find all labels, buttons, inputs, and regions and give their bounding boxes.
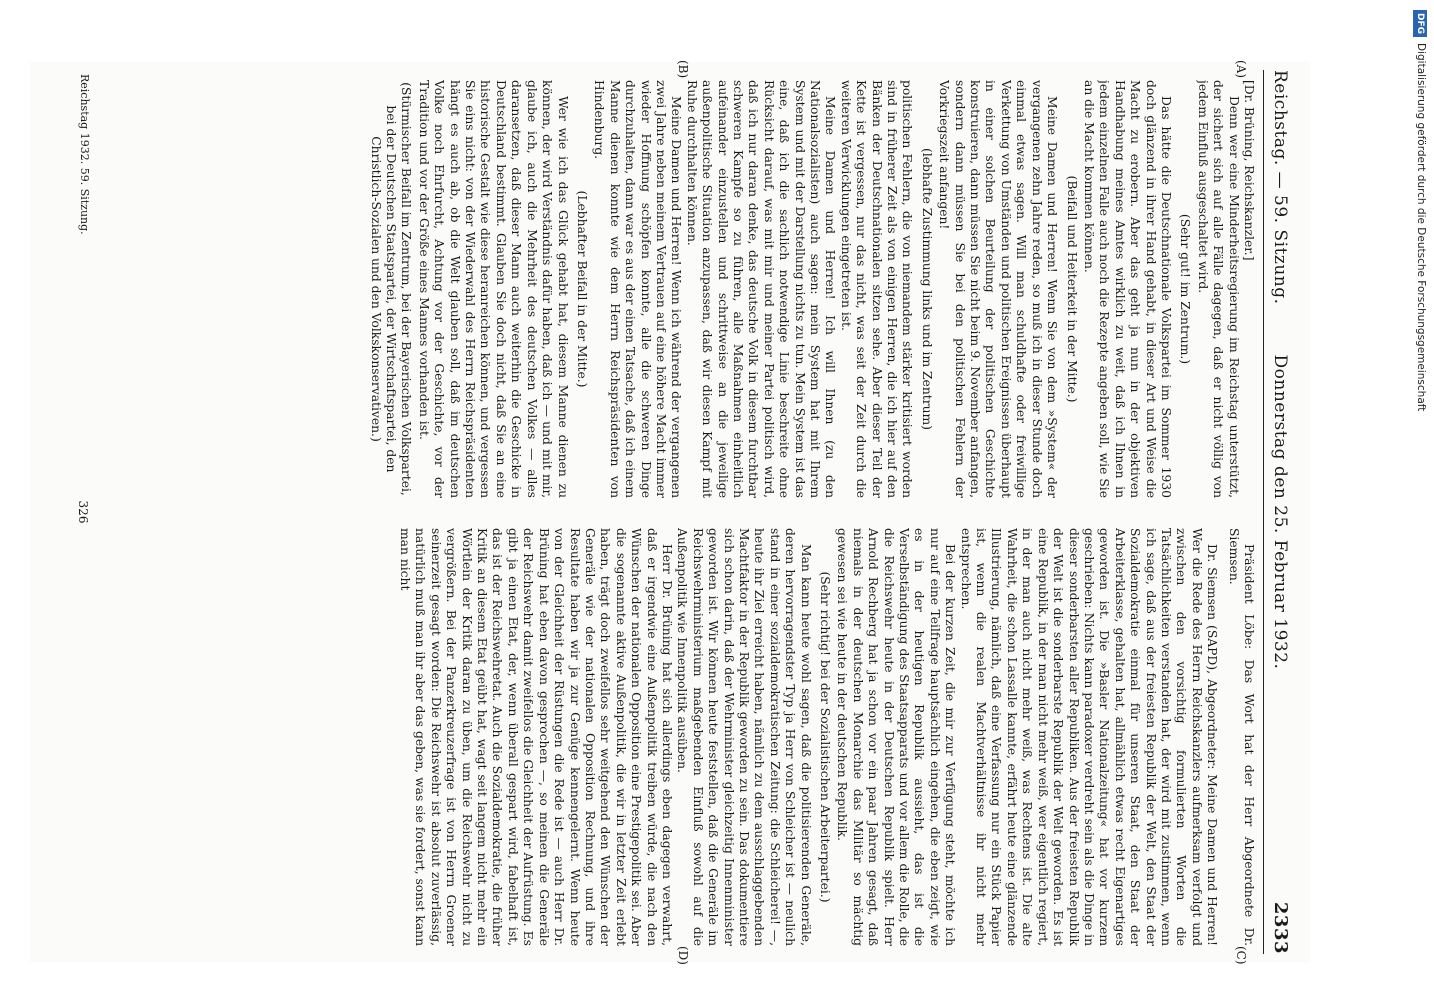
interjection: (Sehr richtig! bei der Sozialistischen Arbeiterpartei.) [818,571,833,903]
header-left: Reichstag. — 59. Sitzung. [1270,70,1290,305]
page-header [1263,70,1300,954]
interjection: (Lebhafter Beifall in der Mitte.) [574,190,589,388]
digitization-stamp [1408,10,1432,750]
paragraph: Dr. Siemsen (SAPD), Abgeordneter: Meine Damen und Herren! Wer die Rede des Herrn Reichskanzlers aufmerksam verfolgt und zwischen den vorsichtig formulierten Worten die Tatsächlichkeiten verstanden hat, der wird mit zustimmen, wenn ich sage, daß aus der freiesten Republik der Welt, den Staat der Sozialdemokratie einmal für unseren Staat, den Staat der Arbeiterklasse, gehalten hat, allmählich etwas recht Eigenartiges geworden ist. Die »Basler Nationalzeitung« hat vor kurzem geschrieben: Nichts kann paradoxer verdreht sein als die Dinge in dieser sonderbarsten aller Republiken. Aus der freiesten Republik der Welt ist die sonderbarste Republik der Welt geworden. Es ist eine Republik, in der man nicht mehr weiß, wer eigentlich regiert, in der man auch nicht mehr weiß, was Rechtens ist. Die alte Wahrheit, die schon Lassalle kannte, erfährt heute eine glänzende Illustrierung, nämlich, daß eine Verfassung nur ein Stück Papier ist, wenn die realen Machtverhältnisse ihr nicht mehr entsprechen. [958,528,1220,946]
right-column [100,528,1256,946]
page-number: 2333 [1270,901,1291,954]
dfg-logo-icon: DFG [1413,10,1427,37]
stamp-text-line [1410,10,1432,750]
speaker-announcement: Präsident Löbe: Das Wort hat der Herr Abgeordnete Dr. Siemsen. [1226,528,1256,946]
paragraph: Bei der kurzen Zeit, die mir zur Verfügung steht, möchte ich nur auf eine Teilfrage hauptsächlich eingehen, die eben zeigt, wie es in der heutigen Republik aussieht, das ist die Verselbständigung des Staatsapparats und vor allem die Rolle, die die Reichswehr heute in der Deutschen Republik spielt. Herr Arnold Rechberg hat ja schon vor ein paar Jahren gesagt, daß niemals in der deutschen Monarchie das Militär so mächtig gewesen sei wie heute in der deutschen Republik. [835,528,958,946]
marker-d: (D) [676,946,690,965]
document-page [30,60,1310,965]
marker-b: (B) [676,60,690,79]
left-column [100,80,1256,498]
paragraph: Wer wie ich das Glück gehabt hat, diesem Manne dienen zu können, der wird Verständnis dafür haben, daß ich — und mit mir, glaube ich, auch die Mehrheit des deutschen Volkes — alles daransetzen, daß dieser Mann auch weiterhin die Geschicke in Deutschland bestimmt. Glauben Sie doch nicht, daß Sie an eine historische Gestalt wie diese heranreichen können, und vergessen Sie eins nicht: von der Wiederwahl des Herrn Reichspräsidenten hängt es auch ab, ob die Welt glauben soll, daß im deutschen Volke noch Ehrfurcht, Achtung vor der Geschichte, vor der Tradition und vor der Größe eines Mannes vorhanden ist. [416,80,570,498]
marker-a: (A) [1234,60,1248,79]
marker-c: (C) [1234,946,1248,965]
footer-left: Reichstag 1932. 59. Sitzung. [78,74,91,235]
interjection: (Sehr gut! im Zentrum.) [1178,213,1193,365]
paragraph: Denn wer eine Minderheitsregierung im Reichstag unterstützt, der sichert sich auf alle Fälle dagegen, daß er nicht völlig von jedem Einfluß ausgeschaltet wird. [1195,80,1241,498]
speaker-line: [Dr. Brüning, Reichskanzler.] [1242,80,1256,261]
paragraph: Meine Damen und Herren! Ich will Ihnen (zu den Nationalsozialisten) auch sagen: mein System hat mit Ihrem System und mit der Darstellung nichts zu tun. Mein System ist das eine, daß ich die sachlich notwendige Linie beschreite ohne Rücksicht darauf, was mit mir und meiner Partei politisch wird, daß ich nur daran denke, das deutsche Volk in diesem furchtbar schweren Kampfe so zu führen, alle Maßnahmen einheitlich aufeinander einzustellen und schrittweise an die jeweilige außenpolitische Situation anzupassen, daß wir diesen Kampf mit Ruhe durchhalten können. [684,80,838,498]
paragraph: Man kann heute wohl sagen, daß die politisierenden Generäle, deren hervorragendster Typ ja Herr von Schleicher ist — neulich stand in einer sozialdemokratischen Zeitung: die Schleicherei! —, heute ihr Ziel erreicht haben, nämlich zu dem ausschlaggebenden Machtfaktor in der Republik geworden zu sein. Das dokumentiere sich schon darin, daß der Wehrminister gleichzeitig Innenminister geworden ist. Wir können heute feststellen, daß die Generäle im Reichswehrministerium maßgebenden Einfluß sowohl auf die Außenpolitik wie Innenpolitik ausüben. [675,528,813,946]
stamp-text: Digitalisierung gefördert durch die Deutsche Forschungsgemeinschaft [1415,43,1427,412]
paragraph: Meine Damen und Herren! Wenn Sie von dem »System« der vergangenen zehn Jahre reden, so muß ich in dieser Stunde doch einmal etwas sagen. Will man schuldhafte oder freiwillige Verkettung von Umständen und politischen Ereignissen überhaupt in einer solchen Beurteilung der politischen Geschichte konstruieren, dann müssen Sie nicht beim 9. November anfangen, sondern dann müssen Sie bei den politischen Fehlern der Vorkriegszeit anfangen! [937,80,1060,498]
paragraph: Das hätte die Deutschnationale Volkspartei im Sommer 1930 doch glänzend in ihrer Hand gehabt, in dieser Art und Weise die Macht zu erobern. Aber das geht ja nun in der objektiven Handhabung meines Amtes wirklich zu weit, daß ich Ihnen in jedem einzelnen Falle auch noch die Rezepte angeben soll, wie Sie an die Macht kommen können. [1081,80,1173,498]
interjection: (lebhafte Zustimmung links und im Zentrum) [919,148,934,430]
paragraph: Herr Dr. Brüning hat sich allerdings eben dagegen verwahrt, daß er irgendwie eine Außenpolitik treiben würde, die nach den Wünschen der nationalen Opposition eine Prestigepolitik sei. Aber die sogenannte aktive Außenpolitik, die wir in letzter Zeit erlebt haben, trägt doch zweifellos sehr weitgehend den Wünschen der Generäle wie der nationalen Opposition Rechnung, und ihre Resultate haben wir ja zur Genüge kennengelernt. Wenn heute von der Gleichheit der Rüstungen die Rede ist — auch Herr Dr. Brüning hat eben davon gesprochen —, so meinen die Generäle der Reichswehr damit zweifellos die Gleichheit der Aufrüstung. Es gibt ja einen Etat, der, wenn überall gespart wird, fabelhaft ist, das ist der Reichswehretat. Auch die Sozialdemokratie, die früher Kritik an diesem Etat geübt hat, wagt seit langem nicht mehr ein Wörtlein der Kritik daran zu üben, um die Reichswehr nicht zu vergrößern. Bei der Panzerkreuzerfrage ist von Herrn Groener seinerzeit gesagt worden: Die Reichswehr ist absolut zuverlässig, natürlich muß man ihr aber das geben, was sie fordert, sonst kann man nicht [398,528,674,946]
interjection: (Stürmischer Beifall im Zentrum, bei der Bayerischen Volkspartei, bei der Deutschen Staatspartei, der Wirtschaftspartei, den Christlich-Sozialen und den Volkskonservativen.) [368,82,414,496]
paragraph: Meine Damen und Herren! Wenn ich während der vergangenen zwei Jahre neben meinem Vertrauen auf eine höhere Macht immer wieder Hoffnung schöpfen konnte, alle die schweren Dinge durchzuhalten, dann war es aus der einen Tatsache, daß ich einem Manne dienen konnte wie dem Herrn Reichspräsidenten von Hindenburg. [592,80,684,498]
interjection: (Beifall und Heiterkeit in der Mitte.) [1064,175,1079,403]
header-date: Donnerstag den 25. Februar 1932. [1270,354,1290,670]
footer-page-number: 326 [76,500,90,524]
paragraph: politischen Fehlern, die von niemandem stärker kritisiert worden sind in früherer Zeit als von einigen Herren, die ich hier auf den Bänken der Deutschnationalen sitzen sehe. Aber dieser Teil der Kette ist vergessen, nur das nicht, was seit der Zeit durch die weiteren Verwicklungen eingetreten ist. [838,80,915,498]
